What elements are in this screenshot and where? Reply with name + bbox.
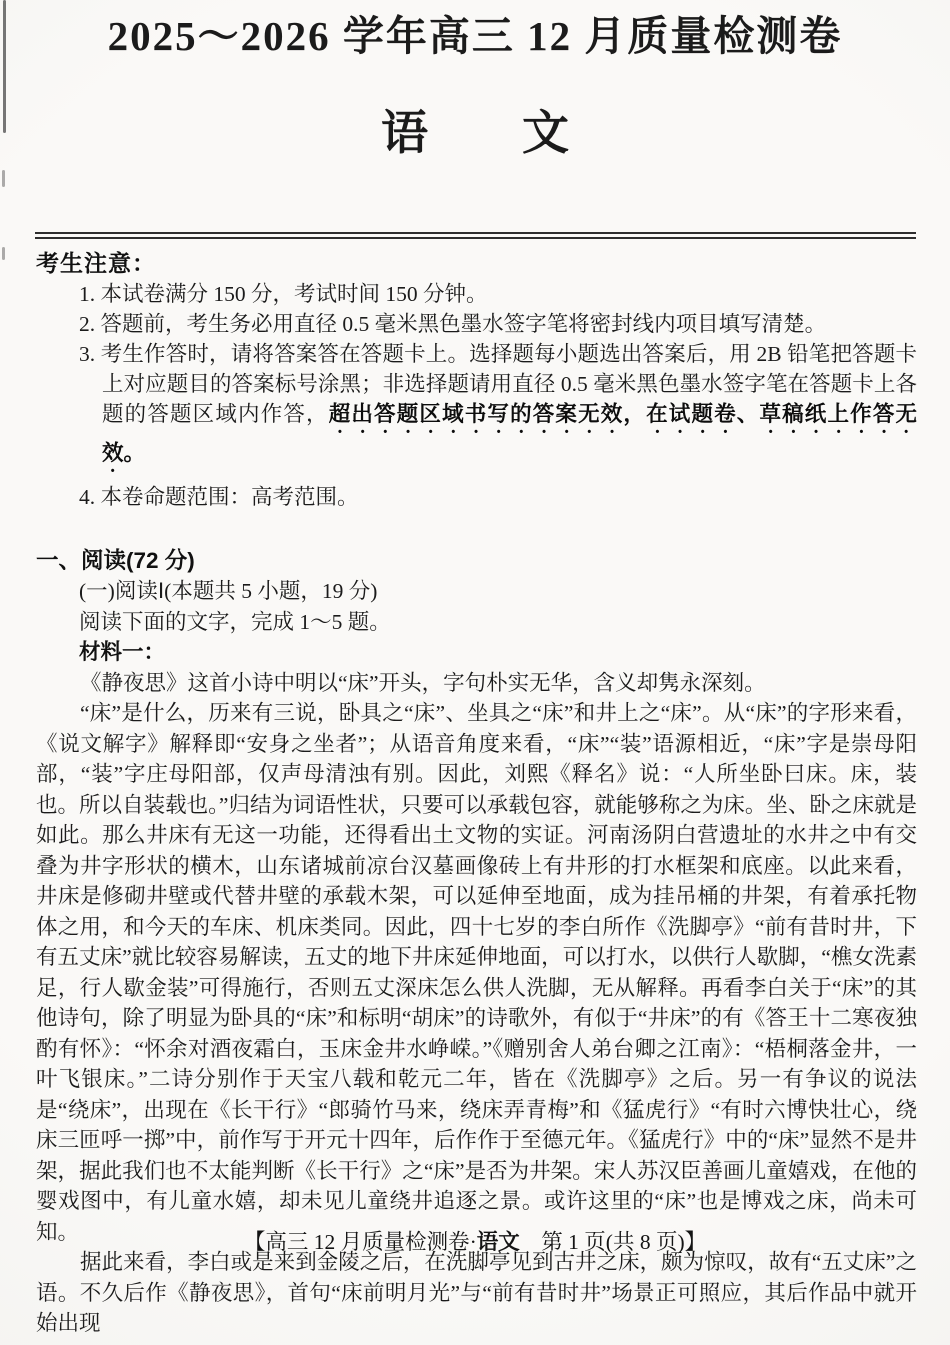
subject-title: 语 文	[381, 108, 569, 160]
material-label: 材料一：	[79, 640, 166, 664]
notice-item	[36, 279, 917, 309]
page-footer	[0, 1228, 950, 1256]
notice-item	[36, 309, 917, 339]
footer-prefix: 【高三 12 月质量检测卷·	[243, 1230, 477, 1254]
scan-edge-artifact	[2, 170, 5, 187]
part-heading: (一)阅读Ⅰ(本题共 5 小题，19 分)	[79, 579, 378, 603]
notice-item-number: 3.	[79, 342, 96, 366]
notice-item-number: 1.	[79, 282, 96, 306]
notice-item-number: 2.	[79, 312, 96, 336]
notice-item-number: 4.	[79, 485, 96, 509]
paper-title: 2025～2026 学年高三 12 月质量检测卷	[107, 13, 843, 59]
material-paragraph: “床”是什么，历来有三说，卧具之“床”、坐具之“床”和井上之“床”。从“床”的字形来看，《说文解字》解释即“安身之坐者”；从语音角度来看，“床”“装”语源相近，“床”字是崇母阳部，“装”字庄母阳部，仅声母清浊有别。因此，刘熙《释名》说：“人所坐卧曰床。床，装也。所以自装载也。”归结为词语性状，只要可以承载包容，就能够称之为床。坐、卧之床就是如此。那么井床有无这一功能，还得看出土文物的实证。河南汤阴白营遗址的水井之中有交叠为井字形状的横木，山东诸城前凉台汉墓画像砖上有井形的打水框架和底座。以此来看，井床是修砌井壁或代替井壁的承载木架，可以延伸至地面，成为挂吊桶的井架，有着承托物体之用，和今天的车床、机床类同。因此，四十七岁的李白所作《洗脚亭》“前有昔时井，下有五丈床”就比较容易解读，五丈的地下井床延伸地面，可以打水，以供行人歇脚，“樵女洗素足，行人歇金装”可得施行，否则五丈深床怎么供人洗脚，无从解释。再看李白关于“床”的其他诗句，除了明显为卧具的“床”和标明“胡床”的诗歌外，有似于“井床”的有《答王十二寒夜独酌有怀》：“怀余对酒夜霜白，玉床金井水峥嵘。”《赠别舍人弟台卿之江南》：“梧桐落金井，一叶飞银床。”二诗分别作于天宝八载和乾元二年，皆在《洗脚亭》之后。另一有争议的说法是“绕床”，出现在《长干行》“郎骑竹马来，绕床弄青梅”和《猛虎行》“有时六博快壮心，绕床三匝呼一掷”中，前作写于开元十四年，后作作于至德元年。《猛虎行》中的“床”显然不是井架，据此我们也不太能判断《长干行》之“床”是否为井架。宋人苏汉臣善画儿童嬉戏，在他的婴戏图中，有儿童水嬉，却未见儿童绕井追逐之景。或许这里的“床”也是博戏之床，尚未可知。	[36, 701, 917, 1244]
notice-item	[36, 339, 917, 477]
notice-item	[36, 482, 917, 512]
notice-heading: 考生注意：	[36, 250, 156, 276]
footer-subject: 语文	[476, 1230, 520, 1254]
scan-edge-artifact	[3, 0, 6, 133]
notice-item-text: 考生作答时，请将答案答在答题卡上。选择题每小题选出答案后，用 2B 铅笔把答题卡上对应题目的答案标号涂黑；非选择题请用直径 0.5 毫米黑色墨水签字笔在答题卡上各题的答题区域内作答，	[100, 342, 917, 426]
notice-item-text: 本卷命题范围：高考范围。	[100, 485, 359, 509]
reading-instruction: 阅读下面的文字，完成 1～5 题。	[79, 609, 391, 634]
divider-rule	[35, 232, 916, 239]
scan-edge-artifact	[2, 247, 5, 260]
notice-item-text: 本试卷满分 150 分，考试时间 150 分钟。	[100, 282, 488, 306]
notice-section	[36, 247, 917, 512]
material-paragraph: 《静夜思》这首小诗中明以“床”开头，字句朴实无华，含义却隽永深刻。	[80, 670, 766, 695]
material-paragraph: 据此来看，李白或是来到金陵之后，在洗脚亭见到古井之床，颇为惊叹，故有“五丈床”之语。不久后作《静夜思》，首句“床前明月光”与“前有昔时井”场景正可照应，其后作品中就开始出现	[36, 1250, 917, 1335]
footer-suffix: 第 1 页(共 8 页)】	[519, 1230, 707, 1254]
reading-section	[36, 545, 917, 1339]
section-heading: 一、阅读(72 分)	[36, 548, 195, 573]
notice-item-text: 答题前，考生务必用直径 0.5 毫米黑色墨水签字笔将密封线内项目填写清楚。	[100, 312, 827, 336]
notice-emphasis-text: 超出答题区域书写的答案无效，在试题卷、草稿纸上作答无效。	[102, 402, 917, 465]
